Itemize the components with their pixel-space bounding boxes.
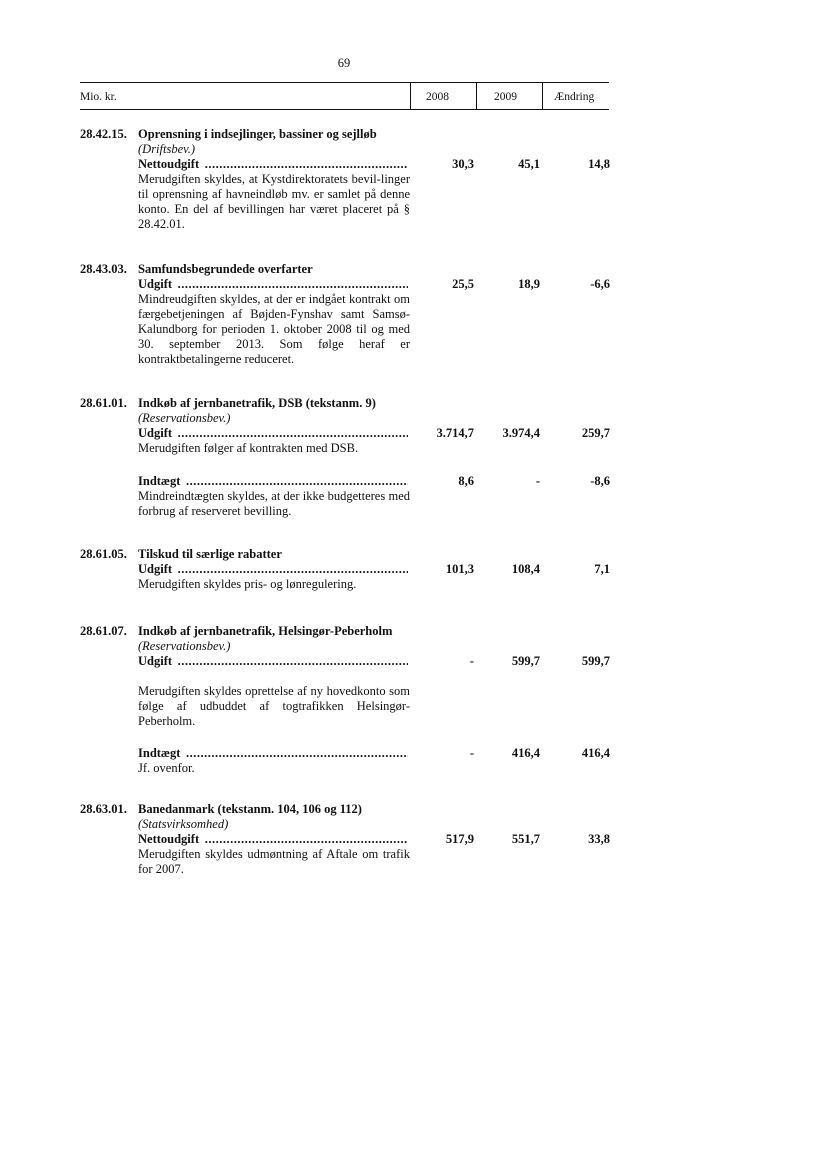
value-2008: 30,3 xyxy=(452,157,474,171)
value-2008: 101,3 xyxy=(445,562,474,576)
value-2009: 3.974,4 xyxy=(502,426,540,440)
line-label: Indtægt ..... xyxy=(138,746,408,761)
value-2009: 599,7 xyxy=(511,654,540,668)
value-2008: - xyxy=(469,746,474,760)
explanation-text: Mindreudgiften skyldes, at der er indgået kontrakt om færgebetjeningen af Bøjden-Fynshav samt Samsø-Kalundborg for perioden 1. oktober 2008 til og med 30. september 2013. Som følge heraf er kontraktbetalingerne reduceret. xyxy=(138,292,410,366)
account-subtitle: (Reservationsbev.) xyxy=(138,411,231,425)
line-label: Udgift ..... xyxy=(138,277,408,292)
account-code: 28.61.05. xyxy=(80,547,127,561)
account-subtitle: (Reservationsbev.) xyxy=(138,639,231,653)
value-2009: 18,9 xyxy=(518,277,540,291)
account-code: 28.43.03. xyxy=(80,262,127,276)
value-2009: - xyxy=(535,474,540,488)
value-2008: 517,9 xyxy=(445,832,474,846)
explanation-text: Mindreindtægten skyldes, at der ikke budgetteres med forbrug af reserveret bevilling. xyxy=(138,489,410,518)
header-divider xyxy=(476,82,477,110)
value-change: -6,6 xyxy=(590,277,610,291)
account-title: Samfundsbegrundede overfarter xyxy=(138,262,313,276)
value-2009: 108,4 xyxy=(511,562,540,576)
header-unit: Mio. kr. xyxy=(80,91,117,103)
account-title: Indkøb af jernbanetrafik, DSB (tekstanm. 9) xyxy=(138,396,376,410)
header-2009: 2009 xyxy=(494,91,517,103)
value-change: 14,8 xyxy=(588,157,610,171)
account-subtitle: (Statsvirksomhed) xyxy=(138,817,229,831)
header-divider xyxy=(542,82,543,110)
account-code: 28.61.07. xyxy=(80,624,127,638)
explanation-text: Jf. ovenfor. xyxy=(138,761,195,775)
line-label: Indtægt ..... xyxy=(138,474,408,489)
value-2008: 3.714,7 xyxy=(436,426,474,440)
value-change: 7,1 xyxy=(594,562,610,576)
explanation-text: Merudgiften skyldes, at Kystdirektoratets bevil-linger til oprensning af havneindløb mv. er samlet på denne konto. En del af bevillingen har været placeret på § 28.42.01. xyxy=(138,172,410,231)
account-subtitle: (Driftsbev.) xyxy=(138,142,196,156)
value-change: 259,7 xyxy=(581,426,610,440)
explanation-text: Merudgiften følger af kontrakten med DSB. xyxy=(138,441,359,455)
value-2009: 551,7 xyxy=(511,832,540,846)
table-header xyxy=(80,82,609,110)
account-code: 28.42.15. xyxy=(80,127,127,141)
value-2009: 416,4 xyxy=(511,746,540,760)
value-2009: 45,1 xyxy=(518,157,540,171)
line-label: Udgift ..... xyxy=(138,562,408,577)
line-label: Nettoudgift ..... xyxy=(138,832,408,847)
value-change: 416,4 xyxy=(581,746,610,760)
account-title: Indkøb af jernbanetrafik, Helsingør-Peberholm xyxy=(138,624,393,638)
explanation-text: Merudgiften skyldes udmøntning af Aftale om trafik for 2007. xyxy=(138,847,410,876)
header-change: Ændring xyxy=(554,91,595,103)
account-code: 28.61.01. xyxy=(80,396,127,410)
page-number: 69 xyxy=(337,56,351,70)
value-change: 599,7 xyxy=(581,654,610,668)
value-2008: - xyxy=(469,654,474,668)
explanation-text: Merudgiften skyldes pris- og lønregulering. xyxy=(138,577,357,591)
account-code: 28.63.01. xyxy=(80,802,127,816)
account-title: Tilskud til særlige rabatter xyxy=(138,547,282,561)
value-2008: 8,6 xyxy=(458,474,474,488)
header-divider xyxy=(410,82,411,110)
header-top-rule xyxy=(80,82,609,83)
value-2008: 25,5 xyxy=(452,277,474,291)
line-label: Udgift ..... xyxy=(138,654,408,669)
line-label: Udgift ..... xyxy=(138,426,408,441)
header-bottom-rule xyxy=(80,109,609,110)
header-2008: 2008 xyxy=(426,91,449,103)
explanation-text: Merudgiften skyldes oprettelse af ny hovedkonto som følge af udbuddet af togtrafikken Helsingør-Peberholm. xyxy=(138,684,410,728)
value-change: -8,6 xyxy=(590,474,610,488)
value-change: 33,8 xyxy=(588,832,610,846)
account-title: Oprensning i indsejlinger, bassiner og sejlløb xyxy=(138,127,377,141)
account-title: Banedanmark (tekstanm. 104, 106 og 112) xyxy=(138,802,362,816)
line-label: Nettoudgift ..... xyxy=(138,157,408,172)
